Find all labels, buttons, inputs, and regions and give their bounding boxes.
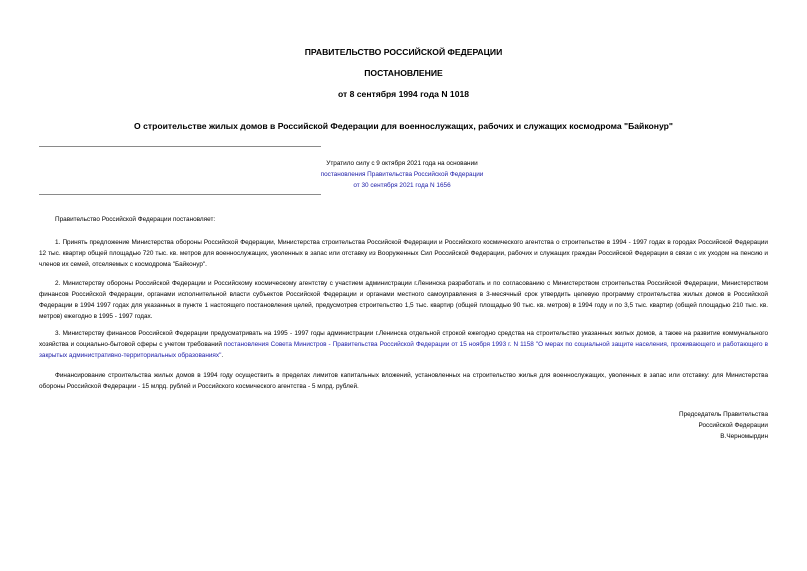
paragraph-3 <box>39 328 768 361</box>
top-divider <box>39 146 321 147</box>
paragraph-1: 1. Принять предложение Министерства обороны Российской Федерации, Министерства строительства Российской Федерации и Российского космического агентства о строительстве в 1994 - 1997 годах в городах Российской Федерации 12 тыс. квартир общей площадью 720 тыс. кв. метров для военнослужащих, уволенных в запас или отставку из Вооруженных Сил Российской Федерации, рабочих и служащих граждан Российской Федерации в связи с их уходом на пенсию и членов их семей, отселяемых с космодрома "Байконур". <box>39 239 768 268</box>
repeal-note: Утратило силу с 9 октября 2021 года на основании <box>326 160 478 167</box>
repeal-link-line1[interactable]: постановления Правительства Российской Федерации <box>320 171 484 178</box>
repeal-link-line2[interactable]: от 30 сентября 2021 года N 1656 <box>353 182 451 189</box>
government-heading: ПРАВИТЕЛЬСТВО РОССИЙСКОЙ ФЕДЕРАЦИИ <box>304 47 503 57</box>
intro-paragraph: Правительство Российской Федерации постановляет: <box>55 216 216 223</box>
paragraph-4: Финансирование строительства жилых домов в 1994 году осуществить в пределах лимитов капитальных вложений, установленных на строительство жилья для военнослужащих, уволенных в запас или отставку: для Министерства обороны Российской Федерации - 15 млрд. рублей и Российского космического агентства - 5 млрд. рублей. <box>39 372 768 390</box>
signature-title: Председатель Правительства <box>679 411 768 418</box>
document-title: О строительстве жилых домов в Российской Федерации для военнослужащих, рабочих и служащих космодрома "Байконур" <box>134 121 673 131</box>
document-date-number: от 8 сентября 1994 года N 1018 <box>337 89 470 99</box>
paragraph-3-text: 3. Министерству финансов Российской Федерации предусматривать на 1995 - 1997 годы администрации г.Ленинска отдельной строкой ежегодно средства на строительство указанных жилых домов, а также на развитие коммунального хозяйства и социально-бытовой сферы с учетом требований <box>39 330 768 348</box>
bottom-divider <box>39 194 321 195</box>
signature-name: В.Черномырдин <box>720 433 768 440</box>
paragraph-2: 2. Министерству обороны Российской Федерации и Российскому космическому агентству с участием администрации г.Ленинска разработать и по согласованию с Министерством строительства Российской Федерации, Министерством финансов Российской Федерации, органами исполнительной власти субъектов Российской Федерации и органами местного самоуправления в 3-месячный срок утвердить целевую программу строительства жилых домов в Российской Федерации в 1994 1997 годах для указанных в пункте 1 настоящего постановления целей, предусмотрев строительство 1,5 тыс. квартир (общей площадью 90 тыс. кв. метров) в 1994 году и по 3,5 тыс. квартир (общей площадью 210 тыс. кв. метров) ежегодно в 1995 - 1997 годах. <box>39 280 768 320</box>
document-type: ПОСТАНОВЛЕНИЕ <box>364 68 443 78</box>
signature-org: Российской Федерации <box>698 422 768 429</box>
decree-1158-link[interactable]: постановления Совета Министров - Правительства Российской Федерации от 15 ноября 1993 г. N 1158 "О мерах по социальной защите населения, проживающего и работающего в закрытых административно-территориальных образованиях" <box>39 341 768 359</box>
paragraph-3-end: . <box>221 352 224 359</box>
